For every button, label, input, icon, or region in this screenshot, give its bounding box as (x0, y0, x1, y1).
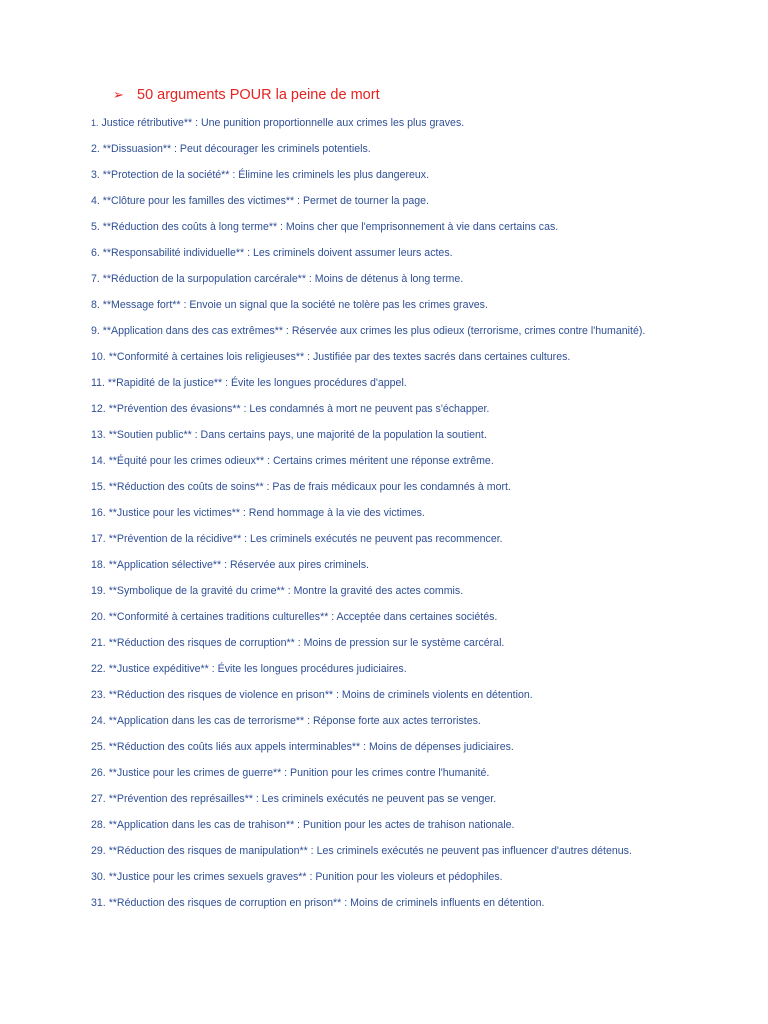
item-number: 8. (91, 299, 100, 311)
item-text: **Prévention des représailles** : Les criminels exécutés ne peuvent pas se venger. (108, 793, 497, 805)
list-item (91, 532, 651, 548)
item-text: **Réduction des coûts à long terme** : Moins cher que l'emprisonnement à vie dans certains cas. (102, 221, 559, 233)
item-number: 9. (91, 325, 100, 337)
item-text: **Justice expéditive** : Évite les longues procédures judiciaires. (108, 663, 407, 675)
item-text: **Conformité à certaines lois religieuses** : Justifiée par des textes sacrés dans certaines cultures. (108, 351, 571, 363)
list-item (91, 220, 651, 236)
item-text: **Dissuasion** : Peut décourager les criminels potentiels. (102, 143, 371, 155)
list-item (91, 116, 651, 132)
item-text: **Application dans les cas de trahison** : Punition pour les actes de trahison nationale. (108, 819, 515, 831)
item-text: **Message fort** : Envoie un signal que la société ne tolère pas les crimes graves. (102, 299, 488, 311)
item-text: **Rapidité de la justice** : Évite les longues procédures d'appel. (107, 377, 407, 389)
list-item (91, 688, 651, 704)
item-text: **Justice pour les victimes** : Rend hommage à la vie des victimes. (108, 507, 425, 519)
item-number: 2. (91, 143, 100, 155)
item-text: **Symbolique de la gravité du crime** : Montre la gravité des actes commis. (108, 585, 464, 597)
document-heading (113, 86, 380, 104)
list-item (91, 376, 651, 392)
heading-text: 50 arguments POUR la peine de mort (137, 87, 380, 103)
item-number: 23. (91, 689, 106, 701)
item-number: 1. (91, 118, 99, 128)
item-text: **Application dans des cas extrêmes** : Réservée aux crimes les plus odieux (terrorisme, crimes contre l'humanité). (102, 325, 646, 337)
item-number: 22. (91, 663, 106, 675)
list-item (91, 610, 651, 626)
item-text: **Prévention de la récidive** : Les criminels exécutés ne peuvent pas recommencer. (108, 533, 503, 545)
item-number: 27. (91, 793, 106, 805)
list-item (91, 480, 651, 496)
item-number: 21. (91, 637, 106, 649)
list-item (91, 662, 651, 678)
list-item (91, 246, 651, 262)
list-item (91, 714, 651, 730)
item-number: 12. (91, 403, 106, 415)
item-number: 20. (91, 611, 106, 623)
list-item (91, 324, 651, 340)
item-number: 18. (91, 559, 106, 571)
item-number: 5. (91, 221, 100, 233)
list-item (91, 818, 651, 834)
list-item (91, 584, 651, 600)
item-text: **Réduction des risques de corruption en prison** : Moins de criminels influents en détention. (108, 897, 545, 909)
item-text: Justice rétributive** : Une punition proportionnelle aux crimes les plus graves. (101, 117, 465, 129)
item-number: 7. (91, 273, 100, 285)
item-text: **Application dans les cas de terrorisme** : Réponse forte aux actes terroristes. (108, 715, 481, 727)
item-text: **Réduction des risques de violence en prison** : Moins de criminels violents en détention. (108, 689, 533, 701)
list-item (91, 454, 651, 470)
list-item (91, 896, 651, 912)
item-text: **Protection de la société** : Élimine les criminels les plus dangereux. (102, 169, 430, 181)
list-item (91, 766, 651, 782)
list-item (91, 272, 651, 288)
item-number: 31. (91, 897, 106, 909)
item-text: **Réduction des coûts de soins** : Pas de frais médicaux pour les condamnés à mort. (108, 481, 511, 493)
item-text: **Réduction de la surpopulation carcérale** : Moins de détenus à long terme. (102, 273, 464, 285)
item-text: **Réduction des coûts liés aux appels interminables** : Moins de dépenses judiciaires. (108, 741, 514, 753)
item-number: 6. (91, 247, 100, 259)
item-text: **Clôture pour les familles des victimes** : Permet de tourner la page. (102, 195, 429, 207)
item-number: 28. (91, 819, 106, 831)
item-number: 13. (91, 429, 106, 441)
arrow-bullet-icon: ➢ (113, 87, 124, 102)
item-text: **Soutien public** : Dans certains pays, une majorité de la population la soutient. (108, 429, 487, 441)
list-item (91, 870, 651, 886)
item-number: 25. (91, 741, 106, 753)
item-number: 30. (91, 871, 106, 883)
item-number: 11. (91, 377, 105, 389)
item-text: **Équité pour les crimes odieux** : Certains crimes méritent une réponse extrême. (108, 455, 494, 467)
item-number: 16. (91, 507, 106, 519)
item-number: 10. (91, 351, 106, 363)
item-number: 3. (91, 169, 100, 181)
list-item (91, 194, 651, 210)
item-text: **Justice pour les crimes de guerre** : Punition pour les crimes contre l'humanité. (108, 767, 490, 779)
item-number: 17. (91, 533, 106, 545)
item-number: 19. (91, 585, 106, 597)
item-number: 14. (91, 455, 106, 467)
item-number: 26. (91, 767, 106, 779)
item-text: **Application sélective** : Réservée aux pires criminels. (108, 559, 369, 571)
item-text: **Justice pour les crimes sexuels graves** : Punition pour les violeurs et pédophiles. (108, 871, 503, 883)
list-item (91, 740, 651, 756)
list-item (91, 506, 651, 522)
list-item (91, 844, 651, 860)
item-text: **Réduction des risques de manipulation** : Les criminels exécutés ne peuvent pas influencer d'autres détenus. (108, 845, 632, 857)
item-text: **Responsabilité individuelle** : Les criminels doivent assumer leurs actes. (102, 247, 453, 259)
item-text: **Réduction des risques de corruption** : Moins de pression sur le système carcéral. (108, 637, 505, 649)
list-item (91, 558, 651, 574)
list-item (91, 428, 651, 444)
item-text: **Conformité à certaines traditions culturelles** : Acceptée dans certaines sociétés. (108, 611, 498, 623)
list-item (91, 298, 651, 314)
list-item (91, 636, 651, 652)
item-text: **Prévention des évasions** : Les condamnés à mort ne peuvent pas s'échapper. (108, 403, 490, 415)
list-item (91, 402, 651, 418)
item-number: 29. (91, 845, 106, 857)
list-item (91, 350, 651, 366)
arguments-list (91, 116, 651, 912)
item-number: 4. (91, 195, 100, 207)
list-item (91, 168, 651, 184)
list-item (91, 142, 651, 158)
list-item (91, 792, 651, 808)
item-number: 24. (91, 715, 106, 727)
item-number: 15. (91, 481, 106, 493)
